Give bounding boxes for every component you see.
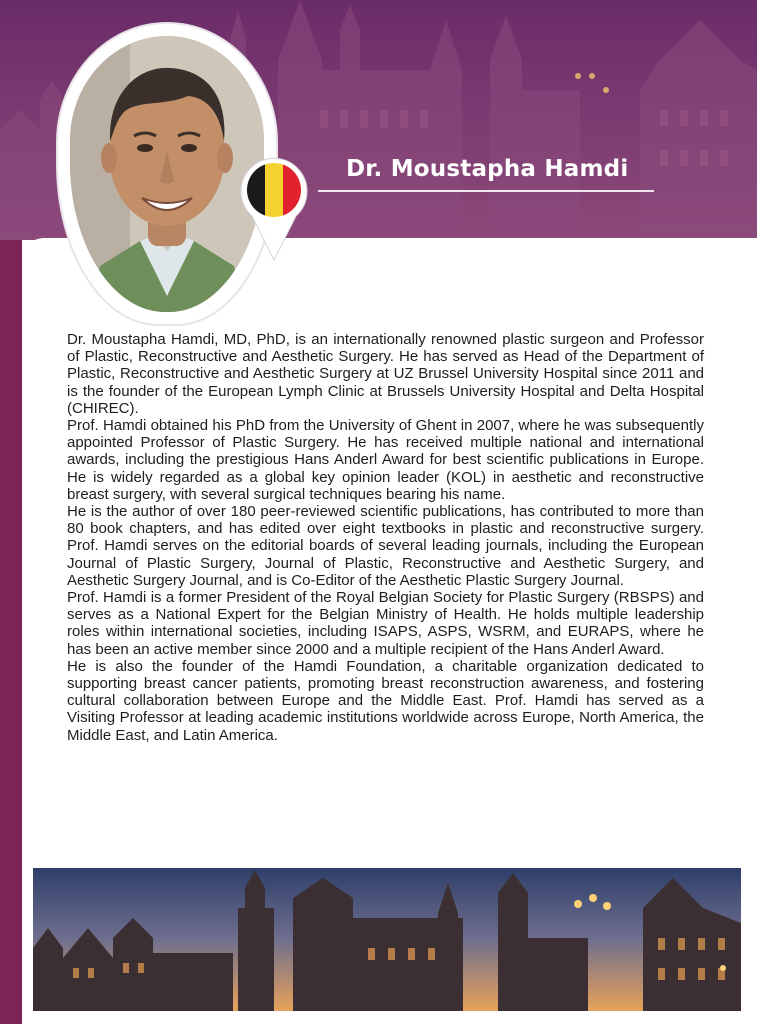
left-accent-strip xyxy=(0,240,22,1024)
bio-paragraph: Dr. Moustapha Hamdi, MD, PhD, is an internationally renowned plastic surgeon and Professor of Plastic, Reconstructive and Aesthetic Surgery. He has served as Head of the Department of Plastic, Reconstructive and Aesthetic Surgery at UZ Brussel University Hospital since 2011 and is the founder of the European Lymph Clinic at Brussels University Hospital and Delta Hospital (CHIREC). xyxy=(67,331,704,417)
biography xyxy=(67,331,704,744)
cityscape-photo xyxy=(33,868,741,1011)
bio-paragraph: He is also the founder of the Hamdi Foundation, a charitable organization dedicated to supporting breast cancer patients, promoting breast reconstruction awareness, and fostering cultural collaboration between Europe and the Middle East. Prof. Hamdi has served as a Visiting Professor at leading academic institutions worldwide across Europe, North America, the Middle East, and Latin America. xyxy=(67,657,704,744)
doctor-name: Dr. Moustapha Hamdi xyxy=(346,156,629,182)
name-underline xyxy=(318,190,654,192)
belgium-flag-icon xyxy=(247,163,301,217)
bio-paragraph: He is the author of over 180 peer-reviewed scientific publications, has contributed to more than 80 book chapters, and has edited over eight textbooks in plastic and reconstructive surgery. Prof. Hamdi serves on the editorial boards of several leading journals, including the European Journal of Plastic Surgery, Journal of Plastic, Reconstructive and Aesthetic Surgery, and Aesthetic Surgery Journal, and is Co-Editor of the Aesthetic Plastic Surgery Journal. xyxy=(67,503,704,589)
belgium-flag-pin-icon xyxy=(238,154,310,262)
bio-paragraph: Prof. Hamdi obtained his PhD from the University of Ghent in 2007, where he was subsequently appointed Professor of Plastic Surgery. He has received multiple national and international awards, including the prestigious Hans Anderl Award for best scientific publications in Europe. He is widely regarded as a global key opinion leader (KOL) in aesthetic and reconstructive breast surgery, with several surgical techniques bearing his name. xyxy=(67,417,704,503)
bio-paragraph: Prof. Hamdi is a former President of the Royal Belgian Society for Plastic Surgery (RBSPS) and serves as a National Expert for the Belgian Ministry of Health. He holds multiple leadership roles within international societies, including ISAPS, ASPS, WSRM, and EURAPS, where he has been an active member since 2000 and a multiple recipient of the Hans Anderl Award. xyxy=(67,589,704,658)
